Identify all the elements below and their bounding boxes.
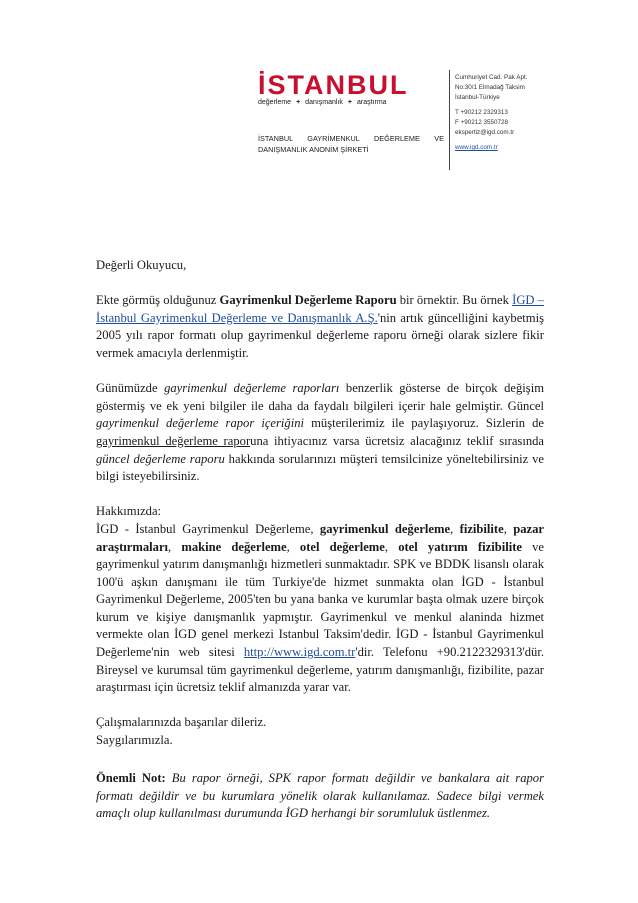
p2-text-a: Günümüzde xyxy=(96,381,165,396)
p2-italic-reports: gayrimenkul değerleme raporları xyxy=(164,381,340,396)
company-logo xyxy=(258,70,444,108)
p3-comma-5: , xyxy=(384,539,399,554)
logo-tagline xyxy=(258,98,444,107)
paragraph-about xyxy=(96,521,544,697)
company-line-2: DANIŞMANLIK ANONİM ŞİRKETİ xyxy=(258,145,369,154)
logo-tag-2: danışmanlık xyxy=(305,99,343,106)
p1-bold-report: Gayrimenkul Değerleme Raporu xyxy=(219,293,397,308)
note-text: Bu rapor örneği, SPK rapor formatı değildir ve bankalara ait rapor formatı değildir ve bu kurumlara yönelik olarak kullanılamaz. Sadece bilgi vermek amaçlı olup kullanılması durumunda İGD herhangi bir sorumluluk üstlenmez. xyxy=(96,771,545,821)
address-line-3: İstanbul-Türkiye xyxy=(455,94,500,101)
p1-text-c: bir örnektir. Bu örnek xyxy=(396,293,513,308)
logo-wordmark: İSTANBUL xyxy=(258,70,409,100)
p3-text-a: İGD - İstanbul Gayrimenkul Değerleme, xyxy=(96,521,320,536)
company-name xyxy=(258,133,444,155)
p3-bold-valuation: gayrimenkul değerleme xyxy=(319,521,451,536)
p3-comma-1: , xyxy=(450,521,460,536)
website-link[interactable]: www.igd.com.tr xyxy=(455,144,498,151)
p3-comma-3: , xyxy=(168,539,182,554)
p2-text-c: benzerlik gösterse de birçok değişim göstermiş ve ek yeni bilgiler ile daha da faydalı bilgileri içerir hale gelmiştir. Güncel xyxy=(96,381,544,413)
fax-number: F +90212 3550728 xyxy=(455,119,509,126)
p3-comma-4: , xyxy=(286,539,300,554)
p2-italic-content: gayrimenkul değerleme rapor içeriğini xyxy=(96,416,305,431)
phone-number: T +90212 2329313 xyxy=(455,109,508,116)
closing-regards: Saygılarımızla. xyxy=(96,733,173,748)
p3-bold-machine: makine değerleme xyxy=(181,539,287,554)
p2-text-e: müşterilerimiz ile paylaşıyoruz. Sizlerin de xyxy=(304,416,544,431)
header-divider xyxy=(449,70,450,170)
note-label: Önemli Not: xyxy=(96,771,166,785)
p2-underline-report: gayrimenkul değerleme rapor xyxy=(96,433,251,448)
p1-text-a: Ekte görmüş olduğunuz xyxy=(96,293,220,308)
p2-text-i: hakkında sorularınızı müşteri temsilcinize yöneltebilirsiniz ve bilgi isteyebilirsiniz. xyxy=(96,451,544,484)
letter-body xyxy=(96,257,544,750)
p3-comma-2: , xyxy=(503,521,514,536)
logo-sep-2: + xyxy=(347,99,353,106)
p3-text-m: ve gayrimenkul yatırım danışmanlığı hizmetleri sunmaktadır. SPK ve BDDK lisanslı olarak 100'ü aşkın danışmanı ile tüm Turkiye'de hizmet sunmakta olan İGD - İstanbul Gayrimenkul Değerleme, 2005'ten bu yana banka ve kurumlar başta olmak uzere birçok kurum ve kişiye danışmanlık yapmıştır. Gayrimenkul ve menkul alaninda hizmet vermekte olan İGD genel merkezi Istanbul Taksim'dedir. İGD - İstanbul Gayrimenkul Değerleme'nin web sitesi xyxy=(96,539,545,660)
website-url-link[interactable]: http://www.igd.com.tr xyxy=(243,645,356,660)
logo-tag-1: değerleme xyxy=(258,99,292,106)
logo-tag-3: araştırma xyxy=(357,99,387,106)
p3-bold-feasibility: fizibilite xyxy=(459,521,504,536)
address-line-2: No:30/1 Elmadağ Taksim xyxy=(455,84,525,91)
p2-text-g: una ihtiyacınız varsa ücretsiz alacağınız teklif sırasında xyxy=(250,433,544,448)
greeting: Değerli Okuyucu, xyxy=(96,258,187,272)
logo-sep-1: + xyxy=(296,99,301,106)
contact-block xyxy=(455,73,565,153)
p1-text-d: 'nin artık güncelliğini kaybetmiş 2005 yılı rapor formatı olup gayrimenkul değerleme raporu örneği olarak sizlere fikir vermek amacıyla derlenmiştir. xyxy=(96,310,545,360)
email-address: ekspertiz@igd.com.tr xyxy=(455,129,515,136)
paragraph-updates xyxy=(96,380,544,486)
paragraph-intro xyxy=(96,292,544,362)
company-line-1: İSTANBUL GAYRİMENKUL DEĞERLEME VE xyxy=(258,134,444,143)
address-line-1: Cumhuriyet Cad. Pak Apt. xyxy=(455,74,528,81)
p3-bold-hotel-investment: otel yatırım fizibilite xyxy=(398,539,522,554)
p3-bold-hotel: otel değerleme xyxy=(299,539,385,554)
about-title: Hakkımızda: xyxy=(96,504,162,519)
company-link[interactable]: İGD – İstanbul Gayrimenkul Değerleme ve Danışmanlık A.Ş. xyxy=(96,293,544,325)
p2-italic-current: güncel değerleme raporu xyxy=(96,451,225,466)
p3-text-n: 'dir. Telefonu +90.2122329313'dür. Bireysel ve kurumsal tüm gayrimenkul değerleme, yatırım danışmanlığı, fizibilite, pazar araştırması için ücretsiz teklif almanızda yarar var. xyxy=(96,645,544,695)
p3-bold-market-research: pazar araştırmaları xyxy=(96,521,545,554)
closing-wishes: Çalışmalarınızda başarılar dileriz. xyxy=(96,715,267,730)
important-note xyxy=(96,770,544,823)
